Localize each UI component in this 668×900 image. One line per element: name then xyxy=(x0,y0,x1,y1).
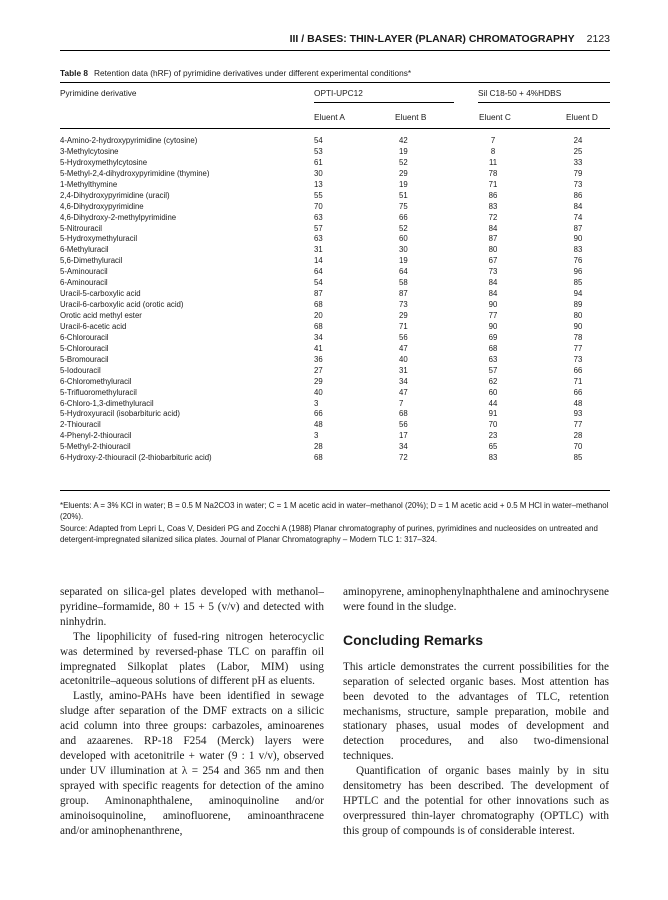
table-row xyxy=(60,169,610,180)
cell-eluent-a: 66 xyxy=(314,409,323,419)
table-row xyxy=(60,147,610,158)
table-row xyxy=(60,420,610,431)
cell-eluent-b: 58 xyxy=(399,278,408,288)
cell-eluent-c: 80 xyxy=(488,245,498,255)
cell-eluent-a: 55 xyxy=(314,190,323,200)
cell-eluent-c: 65 xyxy=(488,442,498,452)
col-header-eluent-a: Eluent A xyxy=(314,112,345,122)
cell-eluent-d: 73 xyxy=(573,179,583,189)
cell-derivative: Orotic acid methyl ester xyxy=(60,311,142,320)
table-row xyxy=(60,311,610,322)
cell-derivative: 5-Trifluoromethyluracil xyxy=(60,387,137,397)
table-row xyxy=(60,278,610,289)
cell-derivative: 6-Methyluracil xyxy=(60,245,109,255)
cell-derivative: 5-Iodouracil xyxy=(60,365,101,375)
cell-eluent-b: 73 xyxy=(399,300,408,310)
cell-eluent-c: 91 xyxy=(488,409,498,419)
table-row xyxy=(60,442,610,453)
cell-eluent-a: 27 xyxy=(314,365,323,375)
cell-eluent-b: 60 xyxy=(399,234,408,244)
paragraph: Quantification of organic bases mainly by in situ densitometry has been described. The development of HPTLC and the potential for other innovations such as overpressured thin-layer chromatography (OPTLC) with this group of compounds is of considerable interest. xyxy=(343,765,609,837)
table-row xyxy=(60,355,610,366)
table-row xyxy=(60,300,610,311)
cell-eluent-b: 34 xyxy=(399,376,408,386)
table-row xyxy=(60,234,610,245)
cell-eluent-b: 72 xyxy=(399,453,408,463)
cell-eluent-c: 83 xyxy=(488,201,498,211)
cell-derivative: 4-Amino-2-hydroxypyrimidine (cytosine) xyxy=(60,136,198,145)
cell-eluent-c: 69 xyxy=(488,332,498,342)
table-caption xyxy=(60,68,411,78)
table-row xyxy=(60,191,610,202)
cell-derivative: 6-Aminouracil xyxy=(60,278,108,288)
table-row xyxy=(60,344,610,355)
table-top-rule xyxy=(60,82,610,83)
table-notes xyxy=(60,500,610,545)
cell-eluent-d: 93 xyxy=(573,409,583,419)
cell-derivative: 5-Nitrouracil xyxy=(60,223,103,233)
cell-eluent-a: 68 xyxy=(314,321,323,331)
cell-derivative: 4,6-Dihydroxy-2-methylpyrimidine xyxy=(60,212,177,222)
cell-eluent-b: 42 xyxy=(399,136,408,145)
cell-eluent-c: 90 xyxy=(488,300,498,310)
table-row xyxy=(60,453,610,464)
cell-eluent-c: 57 xyxy=(488,365,498,375)
cell-eluent-d: 89 xyxy=(573,300,583,310)
cell-eluent-c: 11 xyxy=(488,157,498,167)
table-row xyxy=(60,256,610,267)
cell-eluent-d: 73 xyxy=(573,354,583,364)
cell-eluent-d: 96 xyxy=(573,267,583,277)
cell-eluent-d: 48 xyxy=(573,398,583,408)
cell-eluent-b: 19 xyxy=(399,256,408,266)
cell-eluent-b: 31 xyxy=(399,365,408,375)
cell-derivative: 5-Methyl-2,4-dihydroxypyrimidine (thymine) xyxy=(60,168,210,178)
col-header-derivative: Pyrimidine derivative xyxy=(60,88,137,98)
cell-eluent-d: 80 xyxy=(573,311,583,320)
cell-eluent-b: 47 xyxy=(399,343,408,353)
table-label: Table 8 xyxy=(60,68,88,78)
cell-eluent-d: 84 xyxy=(573,201,583,211)
table-bottom-rule xyxy=(60,490,610,491)
table-caption-text: Retention data (hRF) of pyrimidine derivatives under different experimental conditions* xyxy=(93,68,412,78)
cell-eluent-b: 40 xyxy=(399,354,408,364)
cell-derivative: 6-Chlorouracil xyxy=(60,332,109,342)
cell-derivative: 3-Methylcytosine xyxy=(60,146,119,156)
cell-eluent-d: 24 xyxy=(573,136,583,145)
cell-eluent-b: 71 xyxy=(399,321,408,331)
cell-eluent-b: 19 xyxy=(399,179,408,189)
table-header-rule xyxy=(60,128,610,129)
table-row xyxy=(60,224,610,235)
cell-derivative: 5,6-Dimethyluracil xyxy=(60,256,123,266)
paragraph: This article demonstrates the current possibilities for the separation of selected organic bases. Most attention has been devoted to the advantages of TLC, retention mechanisms, structure, sample preparation, mobile and stationary phases, usual modes of development and detection procedures, and also two-dimensional techniques. xyxy=(343,660,609,763)
table-row xyxy=(60,333,610,344)
cell-eluent-a: 13 xyxy=(314,179,323,189)
cell-eluent-d: 87 xyxy=(573,223,583,233)
table-row xyxy=(60,213,610,224)
table-row xyxy=(60,409,610,420)
cell-eluent-c: 62 xyxy=(488,376,498,386)
cell-eluent-c: 84 xyxy=(488,223,498,233)
col-header-eluent-d: Eluent D xyxy=(566,112,598,122)
table-row xyxy=(60,180,610,191)
cell-derivative: Uracil-5-carboxylic acid xyxy=(60,289,141,299)
cell-eluent-d: 85 xyxy=(573,453,583,463)
cell-eluent-a: 64 xyxy=(314,267,323,277)
table-row xyxy=(60,377,610,388)
cell-eluent-c: 78 xyxy=(488,168,498,178)
table-footnote: *Eluents: A = 3% KCl in water; B = 0.5 M Na2CO3 in water; C = 1 M acetic acid in water–methanol (20%); D = 1 M acetic acid + 0.5 M HCl in water–methanol (20%). xyxy=(60,501,609,522)
cell-derivative: Uracil-6-carboxylic acid (orotic acid) xyxy=(60,300,184,310)
cell-eluent-a: 48 xyxy=(314,420,323,430)
table-row xyxy=(60,267,610,278)
cell-eluent-b: 64 xyxy=(399,267,408,277)
cell-eluent-c: 84 xyxy=(488,289,498,299)
body-column-right xyxy=(343,585,609,839)
cell-eluent-b: 19 xyxy=(399,146,408,156)
cell-eluent-a: 34 xyxy=(314,332,323,342)
table-row xyxy=(60,158,610,169)
cell-eluent-c: 86 xyxy=(488,190,498,200)
cell-eluent-b: 51 xyxy=(399,190,408,200)
cell-derivative: 2,4-Dihydroxypyrimidine (uracil) xyxy=(60,190,170,200)
cell-eluent-d: 90 xyxy=(573,234,583,244)
running-head xyxy=(60,33,610,47)
cell-eluent-c: 44 xyxy=(488,398,498,408)
table-row xyxy=(60,388,610,399)
cell-eluent-a: 63 xyxy=(314,212,323,222)
group-header-opti: OPTI-UPC12 xyxy=(314,88,363,98)
cell-eluent-b: 47 xyxy=(399,387,408,397)
paragraph: The lipophilicity of fused-ring nitrogen heterocyclic was determined by reversed-phase TLC on paraffin oil impregnated Silkoplat plates (Labor, MIM) using acetonitrile–aqueous solutions of different pH as eluents. xyxy=(60,630,324,688)
cell-eluent-b: 52 xyxy=(399,157,408,167)
paragraph: separated on silica-gel plates developed with methanol–pyridine–formamide, 80 + 15 + 5 (v/v) and detected with ninhydrin. xyxy=(60,586,324,628)
group-rule-opti xyxy=(314,102,454,103)
cell-eluent-d: 70 xyxy=(573,442,583,452)
table-row xyxy=(60,202,610,213)
cell-eluent-a: 30 xyxy=(314,168,323,178)
cell-eluent-d: 33 xyxy=(573,157,583,167)
cell-eluent-a: 3 xyxy=(314,431,319,441)
cell-eluent-d: 86 xyxy=(573,190,583,200)
cell-eluent-a: 36 xyxy=(314,354,323,364)
cell-derivative: 1-Methylthymine xyxy=(60,179,118,189)
cell-eluent-c: 84 xyxy=(488,278,498,288)
cell-eluent-c: 83 xyxy=(488,453,498,463)
cell-eluent-c: 72 xyxy=(488,212,498,222)
page-number: 2123 xyxy=(586,33,610,45)
cell-eluent-a: 20 xyxy=(314,311,323,320)
table-row xyxy=(60,289,610,300)
cell-eluent-a: 14 xyxy=(314,256,323,266)
cell-eluent-b: 34 xyxy=(399,442,408,452)
cell-eluent-d: 71 xyxy=(573,376,583,386)
cell-derivative: 6-Hydroxy-2-thiouracil (2-thiobarbituric acid) xyxy=(60,453,212,463)
cell-eluent-a: 68 xyxy=(314,453,323,463)
table-row xyxy=(60,431,610,442)
cell-eluent-c: 77 xyxy=(488,311,498,320)
cell-derivative: 5-Hydroxymethyluracil xyxy=(60,234,138,244)
cell-eluent-b: 29 xyxy=(399,311,408,320)
table-body xyxy=(60,136,610,464)
cell-eluent-d: 85 xyxy=(573,278,583,288)
cell-eluent-a: 87 xyxy=(314,289,323,299)
cell-eluent-b: 56 xyxy=(399,332,408,342)
cell-derivative: 5-Hydroxyuracil (isobarbituric acid) xyxy=(60,409,181,419)
table-row xyxy=(60,136,610,147)
cell-eluent-a: 29 xyxy=(314,376,323,386)
cell-eluent-b: 52 xyxy=(399,223,408,233)
cell-derivative: 4,6-Dihydroxypyrimidine xyxy=(60,201,144,211)
cell-eluent-b: 66 xyxy=(399,212,408,222)
cell-eluent-d: 66 xyxy=(573,387,583,397)
cell-eluent-a: 31 xyxy=(314,245,323,255)
cell-eluent-b: 68 xyxy=(399,409,408,419)
cell-eluent-c: 7 xyxy=(490,136,496,145)
cell-eluent-d: 90 xyxy=(573,321,583,331)
cell-eluent-a: 70 xyxy=(314,201,323,211)
cell-derivative: 6-Chloromethyluracil xyxy=(60,376,132,386)
cell-eluent-a: 68 xyxy=(314,300,323,310)
cell-derivative: 5-Hydroxymethylcytosine xyxy=(60,157,148,167)
table-source: Source: Adapted from Lepri L, Coas V, Desideri PG and Zocchi A (1988) Planar chromatography of purines, pyrimidines and nucleosides on untreated and detergent-impregnated silanized silica plates. Journal of Planar Chromatography – Modern TLC 1: 317–324. xyxy=(60,523,598,544)
cell-derivative: Uracil-6-acetic acid xyxy=(60,321,127,331)
cell-eluent-c: 90 xyxy=(488,321,498,331)
body-column-left xyxy=(60,585,324,838)
cell-eluent-d: 79 xyxy=(573,168,583,178)
cell-eluent-d: 66 xyxy=(573,365,583,375)
cell-derivative: 5-Methyl-2-thiouracil xyxy=(60,442,131,452)
cell-eluent-c: 68 xyxy=(488,343,498,353)
cell-eluent-c: 63 xyxy=(488,354,498,364)
cell-eluent-d: 74 xyxy=(573,212,583,222)
cell-eluent-b: 75 xyxy=(399,201,408,211)
cell-eluent-a: 54 xyxy=(314,278,323,288)
header-rule xyxy=(60,50,610,51)
cell-eluent-b: 30 xyxy=(399,245,408,255)
cell-eluent-b: 29 xyxy=(399,168,408,178)
cell-eluent-a: 53 xyxy=(314,146,323,156)
paragraph: Lastly, amino-PAHs have been identified in sewage sludge after separation of the DMF extracts on a silicic acid column into three groups: carbazoles, aminoarenes and azaarenes. RP-18 F254 (Merck) layers were developed with acetonitrile + water (9 : 1 v/v), observed under UV illumination at λ = 254 and 365 nm and then sprayed with specific reagents for detection of the amino group. Aminonaphthalene, aminoquinoline and/or aminoisoquinoline, aminofluorene, aminoanthracene and/or aminophenanthrene, xyxy=(60,690,324,837)
cell-eluent-c: 60 xyxy=(488,387,498,397)
cell-eluent-d: 94 xyxy=(573,289,583,299)
running-head-title: III / BASES: THIN-LAYER (PLANAR) CHROMATOGRAPHY xyxy=(289,33,575,45)
cell-eluent-a: 40 xyxy=(314,387,323,397)
cell-derivative: 2-Thiouracil xyxy=(60,420,101,430)
cell-derivative: 5-Bromouracil xyxy=(60,354,109,364)
cell-eluent-c: 73 xyxy=(488,267,498,277)
cell-eluent-a: 3 xyxy=(314,398,319,408)
col-header-eluent-c: Eluent C xyxy=(479,112,511,122)
cell-eluent-c: 8 xyxy=(490,146,496,156)
cell-derivative: 6-Chloro-1,3-dimethyluracil xyxy=(60,398,154,408)
cell-eluent-c: 23 xyxy=(488,431,498,441)
cell-eluent-c: 67 xyxy=(488,256,498,266)
table-row xyxy=(60,245,610,256)
group-rule-sil xyxy=(478,102,610,103)
cell-eluent-a: 57 xyxy=(314,223,323,233)
table-row xyxy=(60,322,610,333)
table-row xyxy=(60,366,610,377)
cell-eluent-c: 71 xyxy=(488,179,498,189)
group-header-sil: Sil C18-50 + 4%HDBS xyxy=(478,88,562,98)
cell-eluent-d: 76 xyxy=(573,256,583,266)
cell-eluent-a: 63 xyxy=(314,234,323,244)
paragraph: aminopyrene, aminophenylnaphthalene and aminochrysene were found in the sludge. xyxy=(343,586,609,613)
cell-eluent-d: 78 xyxy=(573,332,583,342)
cell-eluent-d: 77 xyxy=(573,420,583,430)
cell-derivative: 5-Aminouracil xyxy=(60,267,108,277)
cell-eluent-c: 70 xyxy=(488,420,498,430)
cell-eluent-b: 17 xyxy=(399,431,408,441)
cell-eluent-c: 87 xyxy=(488,234,498,244)
cell-eluent-a: 28 xyxy=(314,442,323,452)
cell-derivative: 4-Phenyl-2-thiouracil xyxy=(60,431,132,441)
cell-eluent-a: 54 xyxy=(314,136,323,145)
cell-eluent-a: 41 xyxy=(314,343,323,353)
cell-eluent-b: 7 xyxy=(399,398,404,408)
cell-eluent-d: 77 xyxy=(573,343,583,353)
cell-derivative: 5-Chlorouracil xyxy=(60,343,109,353)
col-header-eluent-b: Eluent B xyxy=(395,112,427,122)
cell-eluent-d: 25 xyxy=(573,146,583,156)
cell-eluent-b: 56 xyxy=(399,420,408,430)
section-heading: Concluding Remarks xyxy=(343,631,484,648)
cell-eluent-b: 87 xyxy=(399,289,408,299)
cell-eluent-a: 61 xyxy=(314,157,323,167)
cell-eluent-d: 28 xyxy=(573,431,583,441)
cell-eluent-d: 83 xyxy=(573,245,583,255)
table-row xyxy=(60,399,610,410)
